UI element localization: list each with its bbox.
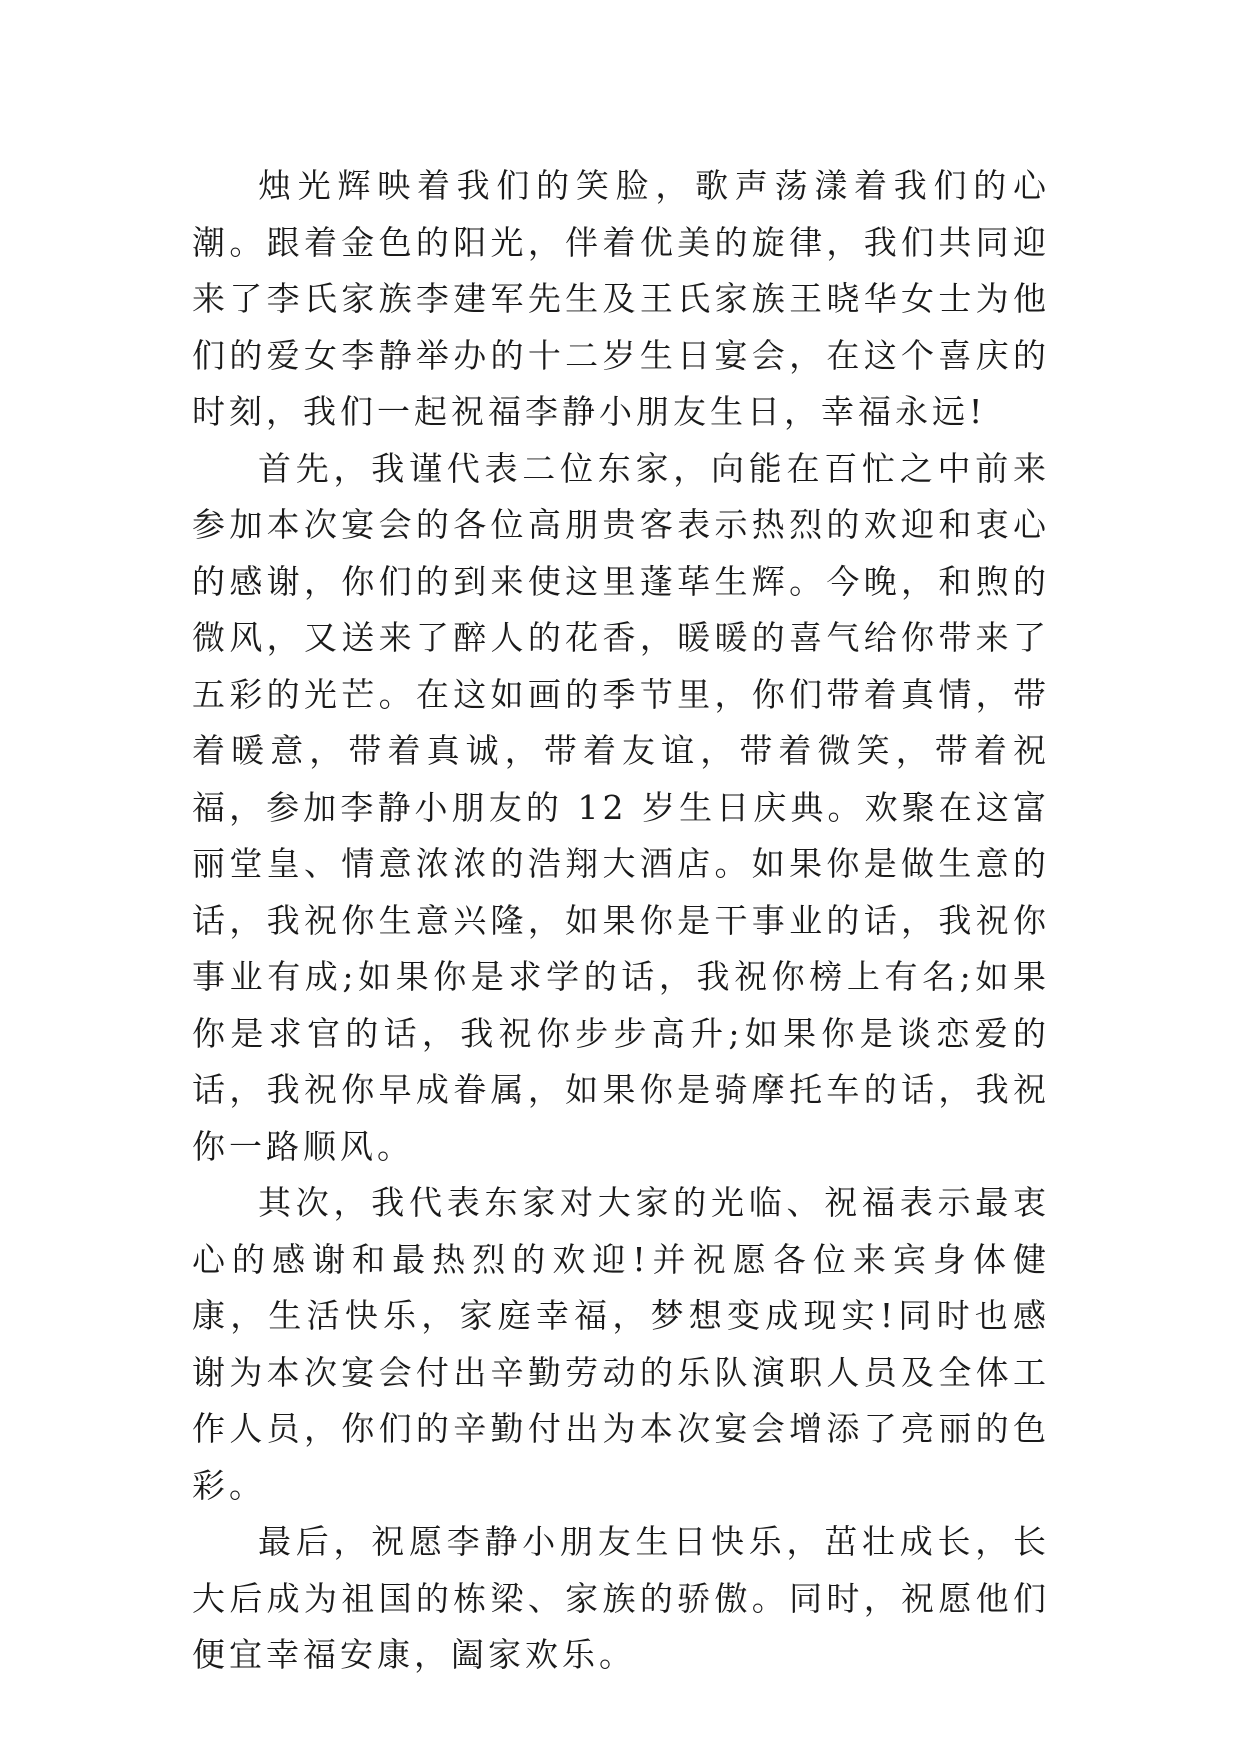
paragraph-thanks: 其次，我代表东家对大家的光临、祝福表示最衷心的感谢和最热烈的欢迎!并祝愿各位来宾身体健康，生活快乐，家庭幸福，梦想变成现实!同时也感谢为本次宴会付出辛勤劳动的乐队演职人员及全体工作人员，你们的辛勤付出为本次宴会增添了亮丽的色彩。: [192, 1183, 1050, 1505]
paragraph-welcome: 首先，我谨代表二位东家，向能在百忙之中前来参加本次宴会的各位高朋贵客表示热烈的欢迎和衷心的感谢，你们的到来使这里蓬荜生辉。今晚，和煦的微风，又送来了醉人的花香，暖暖的喜气给你带来了五彩的光芒。在这如画的季节里，你们带着真情，带着暖意，带着真诚，带着友谊，带着微笑，带着祝福，参加李静小朋友的 12 岁生日庆典。欢聚在这富丽堂皇、情意浓浓的浩翔大酒店。如果你是做生意的话，我祝你生意兴隆，如果你是干事业的话，我祝你事业有成;如果你是求学的话，我祝你榜上有名;如果你是求官的话，我祝你步步高升;如果你是谈恋爱的话，我祝你早成眷属，如果你是骑摩托车的话，我祝你一路顺风。: [192, 448, 1050, 1166]
paragraph-opening: 烛光辉映着我们的笑脸，歌声荡漾着我们的心潮。跟着金色的阳光，伴着优美的旋律，我们共同迎来了李氏家族李建军先生及王氏家族王晓华女士为他们的爱女李静举办的十二岁生日宴会，在这个喜庆的时刻，我们一起祝福李静小朋友生日，幸福永远!: [192, 166, 1050, 431]
document-body: [192, 158, 1050, 1684]
paragraph-closing: 最后，祝愿李静小朋友生日快乐，茁壮成长，长大后成为祖国的栋梁、家族的骄傲。同时，祝愿他们便宜幸福安康，阖家欢乐。: [192, 1522, 1050, 1674]
